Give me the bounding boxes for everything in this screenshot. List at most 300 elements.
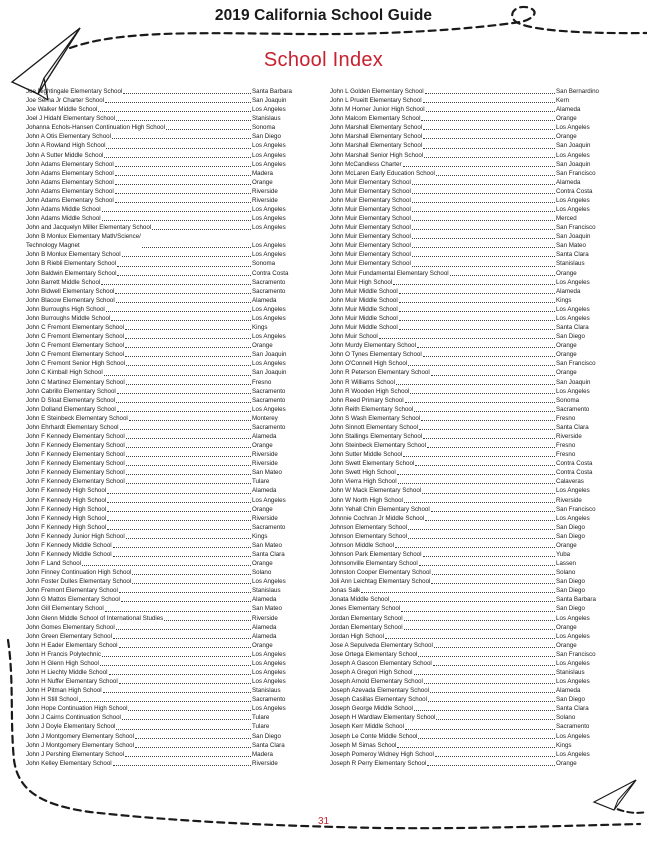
index-entry — [330, 141, 600, 150]
county-name: San Diego — [556, 523, 585, 531]
county-name: Kern — [556, 97, 570, 105]
school-name: Jordan Elementary School — [330, 623, 403, 631]
school-name: Joseph H Wardlaw Elementary School — [330, 714, 436, 722]
county-name: Santa Clara — [556, 423, 589, 431]
county-name: Orange — [252, 505, 273, 513]
index-entry — [330, 241, 600, 250]
index-entry — [26, 614, 296, 623]
school-name: Jones Elementary School — [330, 605, 401, 613]
county-name: Los Angeles — [556, 278, 590, 286]
index-entry — [330, 441, 600, 450]
index-entry — [330, 677, 600, 686]
county-name: Riverside — [252, 514, 278, 522]
school-name: John A Otis Elementary School — [26, 133, 111, 141]
school-name: John Adams Elementary School — [26, 196, 114, 204]
county-name: Los Angeles — [252, 405, 286, 413]
school-name: John Marshall Elementary School — [330, 124, 423, 132]
index-entry — [26, 750, 296, 759]
county-name: Los Angeles — [556, 659, 590, 667]
dot-leader — [116, 302, 251, 303]
county-name: San Diego — [556, 696, 585, 704]
index-entry — [330, 577, 600, 586]
dot-leader — [121, 601, 251, 602]
index-entry — [330, 178, 600, 187]
dot-leader — [412, 193, 555, 194]
index-entry — [330, 232, 600, 241]
index-entry — [330, 604, 600, 613]
school-name: John G Mattos Elementary School — [26, 596, 120, 604]
school-name: John Hope Continuation High School — [26, 705, 128, 713]
index-entry — [330, 523, 600, 532]
dot-leader — [399, 329, 555, 330]
school-name: John F Kennedy Middle School — [26, 550, 112, 558]
county-name: Riverside — [252, 460, 278, 468]
county-name: Santa Clara — [556, 251, 589, 259]
county-name: Santa Clara — [252, 741, 285, 749]
school-name: John Cabrillo Elementary School — [26, 387, 116, 395]
county-name: San Diego — [556, 605, 585, 613]
county-name: Lassen — [556, 560, 576, 568]
school-name: John L Golden Elementary School — [330, 88, 424, 95]
dot-leader — [404, 620, 555, 621]
dot-leader — [123, 93, 251, 94]
index-entry — [26, 641, 296, 650]
school-name: John R Williams School — [330, 378, 395, 386]
dot-leader — [82, 565, 251, 566]
county-name: Los Angeles — [556, 732, 590, 740]
index-entry — [330, 359, 600, 368]
school-name: John Murdy Elementary School — [330, 342, 416, 350]
county-name: Riverside — [252, 759, 278, 767]
dot-leader — [105, 611, 251, 612]
guide-title: 2019 California School Guide — [214, 7, 433, 24]
dot-leader — [379, 338, 555, 339]
index-entry — [26, 550, 296, 559]
dot-leader — [113, 547, 251, 548]
school-name: John C Fremont Elementary School — [26, 351, 125, 359]
school-name: John F Kennedy Elementary School — [26, 469, 125, 477]
school-name: Joe Serna Jr Charter School — [26, 97, 105, 105]
school-name: John Green Elementary School — [26, 632, 112, 640]
index-entry — [330, 114, 600, 123]
school-name: John Muir Middle School — [330, 314, 398, 322]
dot-leader — [126, 483, 251, 484]
county-name: Contra Costa — [252, 269, 289, 277]
dot-leader — [414, 674, 555, 675]
index-entry — [330, 96, 600, 105]
county-name: Los Angeles — [252, 669, 286, 676]
dot-leader — [431, 375, 555, 376]
county-name: Los Angeles — [252, 578, 286, 586]
index-entry — [26, 341, 296, 350]
index-entry — [330, 659, 600, 668]
dot-leader — [125, 347, 251, 348]
school-name: John J Cairns Continuation School — [26, 714, 121, 722]
dot-leader — [126, 474, 251, 475]
school-name: John Muir Elementary School — [330, 178, 411, 186]
school-name: John Gomes Elementary School — [26, 623, 115, 631]
school-name: John and Jacquelyn Miller Elementary School — [26, 224, 152, 232]
county-name: Los Angeles — [252, 705, 286, 713]
dot-leader — [117, 393, 251, 394]
county-name: Riverside — [252, 451, 278, 459]
county-name: Orange — [556, 369, 577, 377]
dot-leader — [125, 356, 251, 357]
dot-leader — [107, 502, 251, 503]
index-entry — [26, 96, 296, 105]
dot-leader — [126, 456, 251, 457]
index-entry — [330, 595, 600, 604]
dot-leader — [450, 275, 555, 276]
county-name: Sacramento — [252, 523, 286, 531]
school-name: John F Land School — [26, 560, 82, 568]
dot-leader — [115, 184, 251, 185]
school-name: Jonas Salk — [330, 587, 361, 595]
dot-leader — [419, 565, 555, 566]
county-name: Solano — [252, 569, 272, 577]
dot-leader — [415, 465, 555, 466]
dot-leader — [111, 320, 251, 321]
school-name: John R Wooden High School — [330, 387, 410, 395]
dot-leader — [425, 520, 555, 521]
school-name: John F Kennedy Junior High School — [26, 532, 125, 540]
index-entry — [330, 541, 600, 550]
county-name: Riverside — [556, 432, 582, 440]
dot-leader — [107, 493, 251, 494]
school-name: John J Pershing Elementary School — [26, 750, 125, 758]
index-entry — [330, 269, 600, 278]
dot-leader — [106, 148, 251, 149]
dot-leader — [106, 311, 251, 312]
dot-leader — [430, 692, 555, 693]
dot-leader — [436, 719, 555, 720]
school-name: John F Kennedy High School — [26, 496, 107, 504]
school-name: John Muir Elementary School — [330, 187, 411, 195]
school-name: John Burroughs High School — [26, 305, 105, 313]
index-entry — [26, 368, 296, 377]
index-entry — [26, 396, 296, 405]
dot-leader — [417, 347, 555, 348]
school-name: John Baldwin Elementary School — [26, 269, 117, 277]
dot-leader — [397, 747, 555, 748]
county-name: Riverside — [556, 496, 582, 504]
dot-leader — [119, 683, 251, 684]
school-name: John O'Connell High School — [330, 360, 408, 368]
index-entry — [26, 741, 296, 750]
dot-leader — [418, 656, 555, 657]
index-entry — [26, 668, 296, 677]
index-entry — [330, 205, 600, 214]
dot-leader — [126, 438, 251, 439]
index-entry — [26, 232, 296, 250]
index-entry — [330, 722, 600, 731]
county-name: Orange — [556, 541, 577, 549]
index-entry — [330, 287, 600, 296]
school-name: John Muir Elementary School — [330, 251, 411, 259]
dot-leader — [105, 102, 251, 103]
dot-leader — [119, 647, 252, 648]
dot-leader — [405, 402, 555, 403]
county-name: Los Angeles — [556, 206, 590, 214]
index-entry — [26, 314, 296, 323]
dot-leader — [399, 302, 555, 303]
dot-leader — [412, 202, 555, 203]
county-name: Alameda — [252, 487, 277, 495]
index-entry — [330, 559, 600, 568]
county-name: San Francisco — [556, 360, 596, 368]
index-entry — [26, 623, 296, 632]
school-name: John F Kennedy Elementary School — [26, 460, 125, 468]
index-entry — [26, 595, 296, 604]
school-name: John Marshall Elementary School — [330, 142, 423, 150]
county-name: Sonoma — [252, 260, 276, 268]
dot-leader — [113, 638, 251, 639]
county-name: Tulare — [252, 723, 270, 731]
school-name: Jordan High School — [330, 632, 385, 640]
dot-leader — [103, 692, 251, 693]
dot-leader — [115, 175, 251, 176]
school-name: John J Montgomery Elementary School — [26, 741, 134, 749]
school-name: John Finney Continuation High School — [26, 569, 132, 577]
school-name: John Dolland Elementary School — [26, 405, 116, 413]
index-entry — [330, 378, 600, 387]
index-entry — [26, 405, 296, 414]
county-name: Los Angeles — [252, 224, 286, 232]
county-name: Stanislaus — [556, 669, 585, 676]
school-name: John Muir Elementary School — [330, 215, 411, 223]
index-entry — [330, 332, 600, 341]
paper-airplane-icon — [590, 776, 640, 816]
school-name: John McLaren Early Education School — [330, 169, 435, 177]
dot-leader — [412, 220, 555, 221]
county-name: Los Angeles — [252, 659, 286, 667]
index-entry — [330, 713, 600, 722]
county-name: Los Angeles — [252, 142, 286, 150]
county-name: San Bernardino — [556, 88, 599, 95]
index-entry — [26, 732, 296, 741]
dot-leader — [404, 629, 555, 630]
dot-leader — [425, 93, 555, 94]
dot-leader — [432, 574, 555, 575]
index-entry — [330, 123, 600, 132]
county-name: Los Angeles — [252, 215, 286, 223]
index-entry — [330, 214, 600, 223]
index-entry — [330, 459, 600, 468]
county-name: Alameda — [556, 106, 581, 114]
county-name: Kings — [556, 741, 572, 749]
county-name: San Mateo — [252, 469, 282, 477]
dot-leader — [405, 729, 555, 730]
county-name: Orange — [556, 759, 577, 767]
dot-leader — [120, 429, 251, 430]
index-entry — [26, 269, 296, 278]
dot-leader — [126, 384, 251, 385]
school-name: John M Horner Junior High School — [330, 106, 425, 114]
dot-leader — [398, 483, 555, 484]
county-name: Alameda — [556, 178, 581, 186]
index-entry — [330, 468, 600, 477]
index-entry — [330, 505, 600, 514]
county-name: Alameda — [556, 687, 581, 695]
county-name: Santa Barbara — [252, 88, 292, 95]
dot-leader — [412, 184, 555, 185]
county-name: Tulare — [252, 478, 270, 486]
county-name: Kings — [252, 532, 268, 540]
dot-leader — [361, 592, 555, 593]
dot-leader — [129, 420, 251, 421]
county-name: Alameda — [252, 596, 277, 604]
dot-leader — [396, 384, 555, 385]
index-entry — [330, 586, 600, 595]
index-entry — [330, 105, 600, 114]
county-name: Stanislaus — [252, 687, 281, 695]
dot-leader — [419, 429, 555, 430]
dot-leader — [126, 365, 251, 366]
county-name: Orange — [252, 342, 273, 350]
county-name: Orange — [252, 641, 273, 649]
school-name: John H Nuffer Elementary School — [26, 678, 118, 686]
county-name: Stanislaus — [556, 260, 585, 268]
school-name: John F Kennedy Elementary School — [26, 432, 125, 440]
county-name: Los Angeles — [556, 196, 590, 204]
school-name: John Marshall Elementary School — [330, 133, 423, 141]
county-name: Santa Clara — [556, 705, 589, 713]
county-name: Los Angeles — [252, 151, 286, 159]
county-name: Alameda — [556, 287, 581, 295]
dot-leader — [125, 338, 251, 339]
dot-leader — [423, 438, 555, 439]
county-name: San Joaquin — [252, 97, 287, 105]
school-name: John Muir Elementary School — [330, 196, 411, 204]
dot-leader — [122, 256, 251, 257]
dot-leader — [422, 493, 555, 494]
dot-leader — [98, 111, 251, 112]
school-name: John Muir Fundamental Elementary School — [330, 269, 449, 277]
school-name: John C Martinez Elementary School — [26, 378, 125, 386]
index-entry — [26, 496, 296, 505]
school-name: John W Mack Elementary School — [330, 487, 422, 495]
school-name: John Steinbeck Elementary School — [330, 442, 426, 450]
school-name: Joseph Pomeroy Widney High School — [330, 750, 434, 758]
county-name: Contra Costa — [556, 469, 593, 477]
school-name: Jose A Sepulveda Elementary School — [330, 641, 433, 649]
dot-leader — [414, 710, 555, 711]
school-name: John A Sutter Middle School — [26, 151, 104, 159]
county-name: Kings — [556, 296, 572, 304]
dot-leader — [423, 148, 555, 149]
county-name: Monterey — [252, 414, 278, 422]
school-name: Joseph Casillas Elementary School — [330, 696, 427, 704]
dot-leader — [431, 583, 555, 584]
dot-leader — [412, 256, 555, 257]
dot-leader — [142, 247, 251, 248]
index-entry — [26, 759, 296, 768]
county-name: Sacramento — [556, 723, 590, 731]
county-name: Los Angeles — [252, 678, 286, 686]
county-name: Los Angeles — [252, 160, 286, 168]
county-name: Orange — [556, 351, 577, 359]
index-entry — [26, 514, 296, 523]
dot-leader — [102, 656, 251, 657]
index-entry — [330, 477, 600, 486]
dot-leader — [102, 211, 251, 212]
dot-leader — [421, 120, 555, 121]
index-entry — [26, 141, 296, 150]
school-name: Johnnie Cochran Jr Middle School — [330, 514, 425, 522]
dot-leader — [125, 329, 251, 330]
dot-leader — [126, 447, 251, 448]
school-name: John Blacow Elementary School — [26, 296, 115, 304]
dot-leader — [399, 311, 555, 312]
dot-leader — [412, 211, 555, 212]
index-entry — [330, 641, 600, 650]
county-name: Los Angeles — [556, 750, 590, 758]
school-name: Joseph Arnold Elementary School — [330, 678, 423, 686]
county-name: Contra Costa — [556, 460, 593, 468]
county-name: Los Angeles — [556, 487, 590, 495]
index-entry — [26, 151, 296, 160]
school-name: John Malcom Elementary School — [330, 115, 421, 123]
county-name: San Joaquin — [556, 378, 591, 386]
county-name: Orange — [252, 560, 273, 568]
dot-leader — [401, 611, 555, 612]
index-entry — [26, 459, 296, 468]
county-name: Sacramento — [252, 696, 286, 704]
county-name: Orange — [556, 342, 577, 350]
county-name: Orange — [556, 269, 577, 277]
school-name: John C Fremont Elementary School — [26, 342, 125, 350]
county-name: San Diego — [252, 133, 281, 141]
index-entry — [330, 695, 600, 704]
index-entry — [26, 568, 296, 577]
county-name: Solano — [556, 569, 576, 577]
index-entry — [26, 205, 296, 214]
index-entry — [330, 614, 600, 623]
school-name: John Vierra High School — [330, 478, 397, 486]
school-name: Joseph Azevada Elementary School — [330, 687, 430, 695]
school-name: John W North High School — [330, 496, 403, 504]
school-name: John F Kennedy High School — [26, 523, 107, 531]
school-name: John R Peterson Elementary School — [330, 369, 430, 377]
index-entry — [26, 250, 296, 259]
dot-leader — [412, 247, 555, 248]
index-column-left — [26, 87, 296, 768]
index-entry — [26, 87, 296, 96]
school-name: John Swett High School — [330, 469, 396, 477]
dot-leader — [115, 293, 251, 294]
county-name: Riverside — [252, 187, 278, 195]
county-name: Los Angeles — [556, 151, 590, 159]
index-entry — [26, 523, 296, 532]
county-name: Sacramento — [252, 287, 286, 295]
index-entry — [330, 368, 600, 377]
school-name: Johnson Elementary School — [330, 523, 408, 531]
index-entry — [26, 650, 296, 659]
dot-leader — [399, 320, 555, 321]
county-name: Los Angeles — [556, 387, 590, 395]
county-name: San Joaquin — [556, 233, 591, 241]
county-name: San Joaquin — [556, 142, 591, 150]
index-entry — [26, 450, 296, 459]
dot-leader — [427, 765, 555, 766]
index-entry — [330, 759, 600, 768]
school-name: John C Fremont Elementary School — [26, 333, 125, 341]
index-entry — [26, 123, 296, 132]
school-name: John Kelley Elementary School — [26, 759, 112, 767]
index-entry — [26, 214, 296, 223]
index-entry — [26, 414, 296, 423]
county-name: Alameda — [252, 632, 277, 640]
